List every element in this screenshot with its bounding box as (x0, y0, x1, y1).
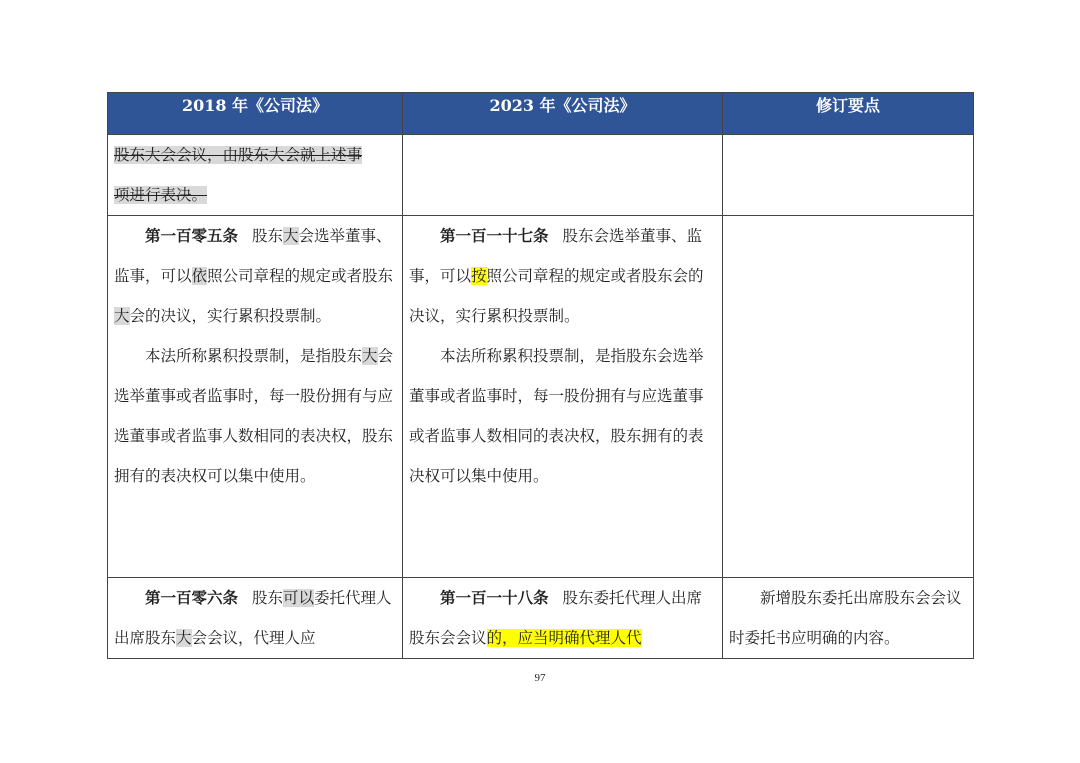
table-row (108, 578, 974, 659)
cell-2023 (403, 216, 723, 578)
page-number: 97 (534, 672, 546, 684)
highlighted-text: 的，应当明确代理人代 (486, 629, 642, 647)
text: 会选举董事、监事，可以 (114, 227, 392, 285)
text: 股东会选举董事、监事，可以 (409, 227, 703, 285)
cell-2018 (108, 216, 403, 578)
comparison-table (107, 92, 974, 659)
deleted-char: 大 (362, 347, 378, 365)
highlighted-text: 按 (471, 267, 487, 285)
table-header-row (108, 93, 974, 135)
deleted-text: 项进行表决。 (114, 186, 208, 204)
text: 股东 (252, 589, 284, 607)
header-2018: 2018 年《公司法》 (108, 93, 403, 135)
text: 照公司章程的规定或者股东会的决议，实行累积投票制。 (409, 267, 704, 325)
cell-2023 (403, 578, 723, 659)
text: 会会议，代理人应 (191, 629, 316, 647)
cell-notes (723, 578, 974, 659)
text: 本法所称累积投票制，是指股东会选举董事或者监事时，每一股份拥有与应选董事或者监事人数相同的表决权，股东拥有的表决权可以集中使用。 (409, 347, 704, 485)
text: 会选举董事或者监事时，每一股份拥有与应选董事或者监事人数相同的表决权，股东拥有的表决权可以集中使用。 (114, 347, 394, 485)
cell-notes (723, 216, 974, 578)
cell-2023 (403, 135, 723, 216)
cell-2018 (108, 578, 403, 659)
deleted-char: 依 (191, 267, 208, 285)
article-number: 第一百零六条 (145, 589, 239, 607)
article-number: 第一百一十八条 (440, 589, 549, 607)
header-2023: 2023 年《公司法》 (403, 93, 723, 135)
table-row (108, 216, 974, 578)
text: 本法所称累积投票制，是指股东 (145, 347, 363, 365)
deleted-text: 股东大会会议，由股东大会就上述事 (114, 146, 363, 164)
deleted-char: 大 (176, 629, 192, 647)
table-row (108, 135, 974, 216)
deleted-text: 可以 (283, 589, 315, 607)
article-number: 第一百零五条 (145, 227, 239, 245)
text: 委托代理人出席股东 (114, 589, 392, 647)
cell-notes (723, 135, 974, 216)
text: 股东 (252, 227, 284, 245)
text: 会的决议，实行累积投票制。 (129, 307, 332, 325)
deleted-char: 大 (114, 307, 130, 325)
header-notes: 修订要点 (723, 93, 974, 135)
article-number: 第一百一十七条 (440, 227, 549, 245)
cell-2018 (108, 135, 403, 216)
text: 股东委托代理人出席股东会会议 (409, 589, 703, 647)
deleted-char: 大 (283, 227, 299, 245)
text: 照公司章程的规定或者股东 (207, 267, 394, 285)
revision-note: 新增股东委托出席股东会会议时委托书应明确的内容。 (729, 589, 962, 647)
